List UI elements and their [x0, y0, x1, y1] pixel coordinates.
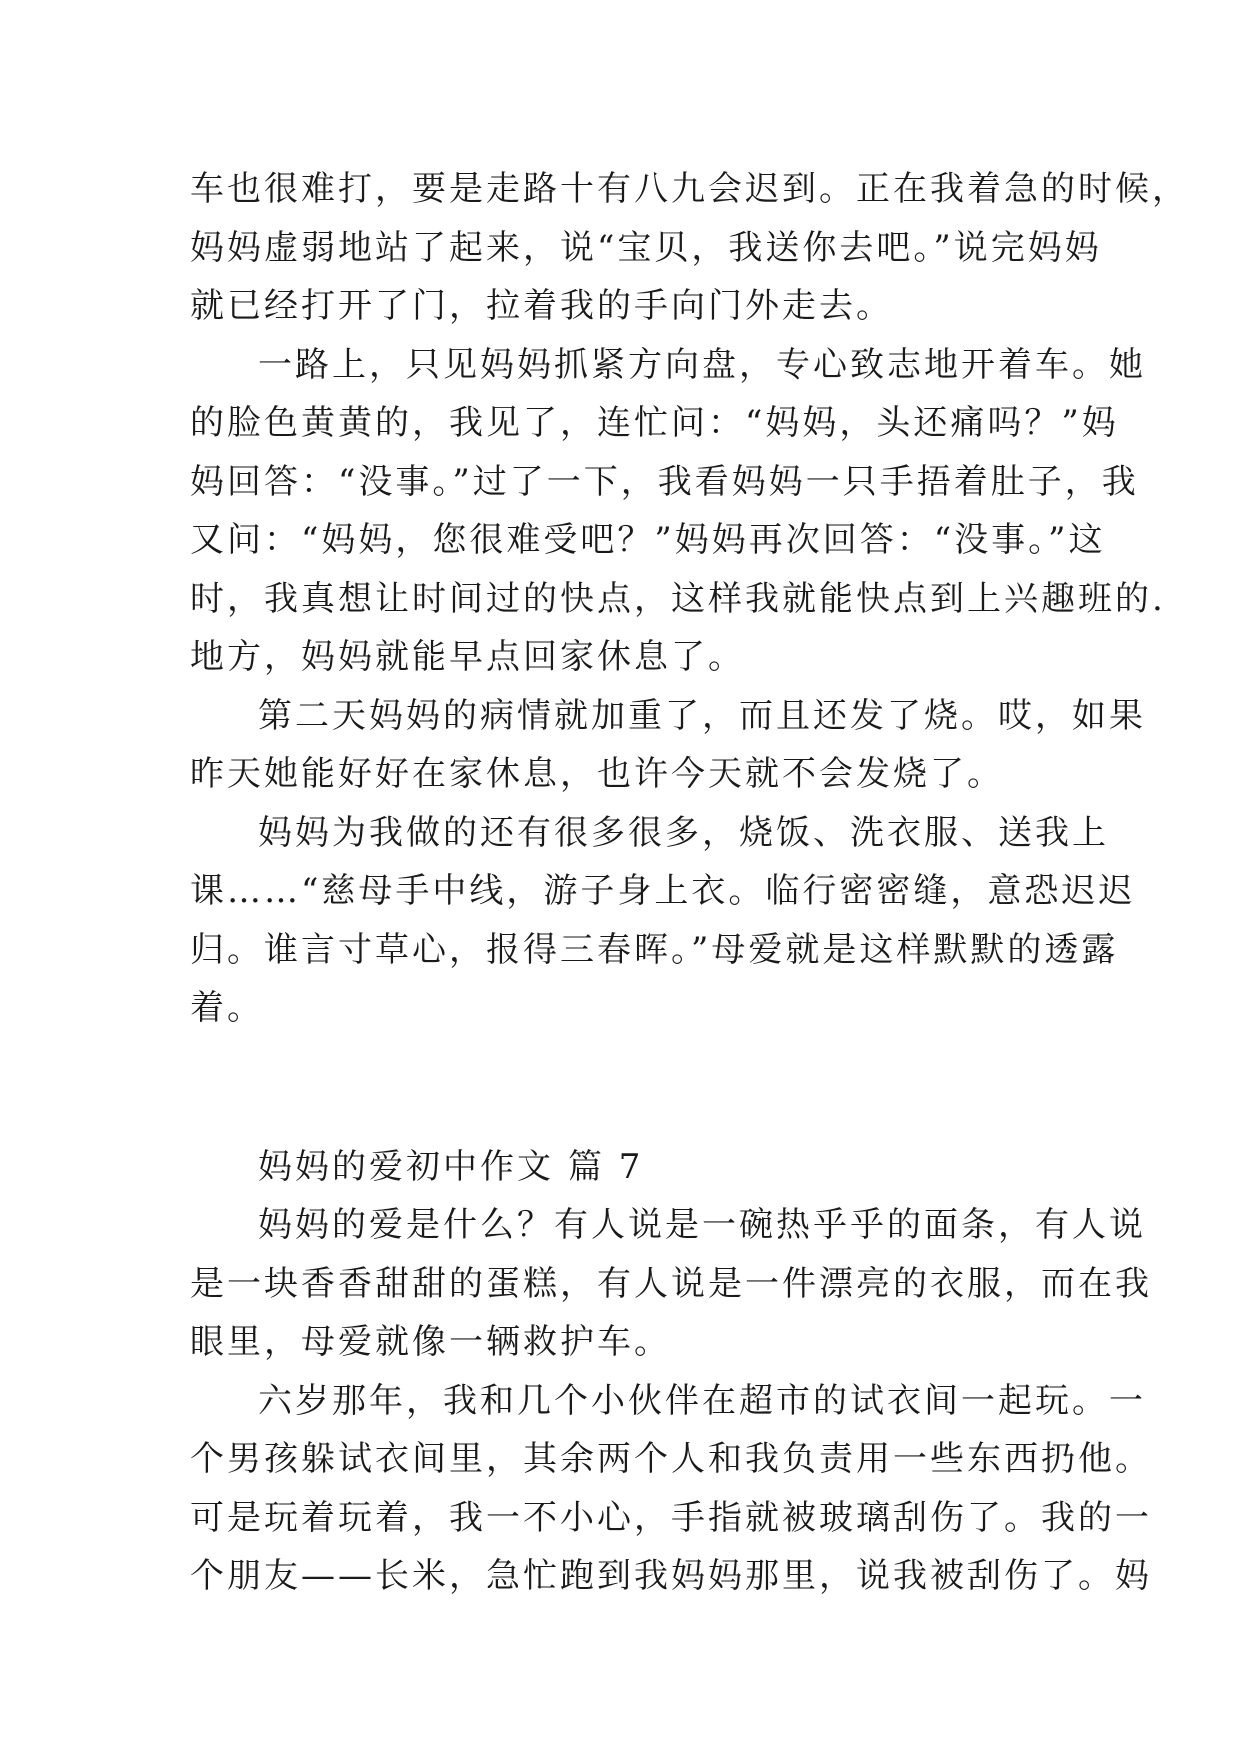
text-line: 的脸色黄黄的，我见了，连忙问：“妈妈，头还痛吗？”妈 — [190, 403, 1119, 443]
text-line: 个男孩躲试衣间里，其余两个人和我负责用一些东西扔他。 — [190, 1439, 1152, 1479]
text-line: 又问：“妈妈，您很难受吧？”妈妈再次回答：“没事。”这 — [190, 520, 1106, 560]
paragraph — [190, 804, 1136, 1038]
text-line: 归。谁言寸草心，报得三春晖。”母爱就是这样默默的透露 — [190, 929, 1119, 970]
text-line: 六岁那年，我和几个小伙伴在超市的试衣间一起玩。一 — [258, 1380, 1146, 1421]
text-line: 地方，妈妈就能早点回家休息了。 — [190, 637, 745, 677]
text-line: 第二天妈妈的病情就加重了，而且还发了烧。哎，如果 — [258, 695, 1146, 736]
paragraph — [190, 1196, 1152, 1372]
text-line: 妈妈虚弱地站了起来，说“宝贝，我送你去吧。”说完妈妈 — [190, 227, 1102, 268]
text-line: 课……“慈母手中线，游子身上衣。临行密密缝，意恐迟迟 — [190, 871, 1136, 911]
text-line: 眼里，母爱就像一辆救护车。 — [190, 1322, 671, 1362]
text-line: 车也很难打，要是走路十有八九会迟到。正在我着急的时候， — [190, 169, 1189, 209]
text-line: 就已经打开了门，拉着我的手向门外走去。 — [190, 286, 893, 326]
text-line: 个朋友——长米，急忙跑到我妈妈那里，说我被刮伤了。妈 — [190, 1556, 1152, 1596]
heading-title: 妈妈的爱初中作文 — [258, 1146, 554, 1187]
section-gap — [190, 1038, 1065, 1138]
text-line: 妈妈为我做的还有很多很多，烧饭、洗衣服、送我上 — [258, 812, 1109, 853]
text-line: 着。 — [190, 988, 264, 1028]
text-line: 妈回答：“没事。”过了一下，我看妈妈一只手捂着肚子，我 — [190, 461, 1139, 502]
paragraph — [190, 1372, 1152, 1606]
text-line: 昨天她能好好在家休息，也许今天就不会发烧了。 — [190, 754, 1004, 794]
paragraph — [190, 160, 1189, 336]
text-line: 时，我真想让时间过的快点，这样我就能快点到上兴趣班的. — [190, 578, 1166, 619]
heading-number: 篇 7 — [568, 1146, 644, 1187]
paragraph — [190, 336, 1166, 687]
paragraph — [190, 687, 1146, 804]
section-heading — [190, 1138, 1065, 1197]
text-line: 是一块香香甜甜的蛋糕，有人说是一件漂亮的衣服，而在我 — [190, 1263, 1152, 1304]
essay-body — [190, 160, 1189, 1606]
text-line: 一路上，只见妈妈抓紧方向盘，专心致志地开着车。她 — [258, 344, 1146, 385]
text-line: 可是玩着玩着，我一不小心，手指就被玻璃刮伤了。我的一 — [190, 1497, 1152, 1538]
text-line: 妈妈的爱是什么？有人说是一碗热乎乎的面条，有人说 — [258, 1205, 1146, 1245]
